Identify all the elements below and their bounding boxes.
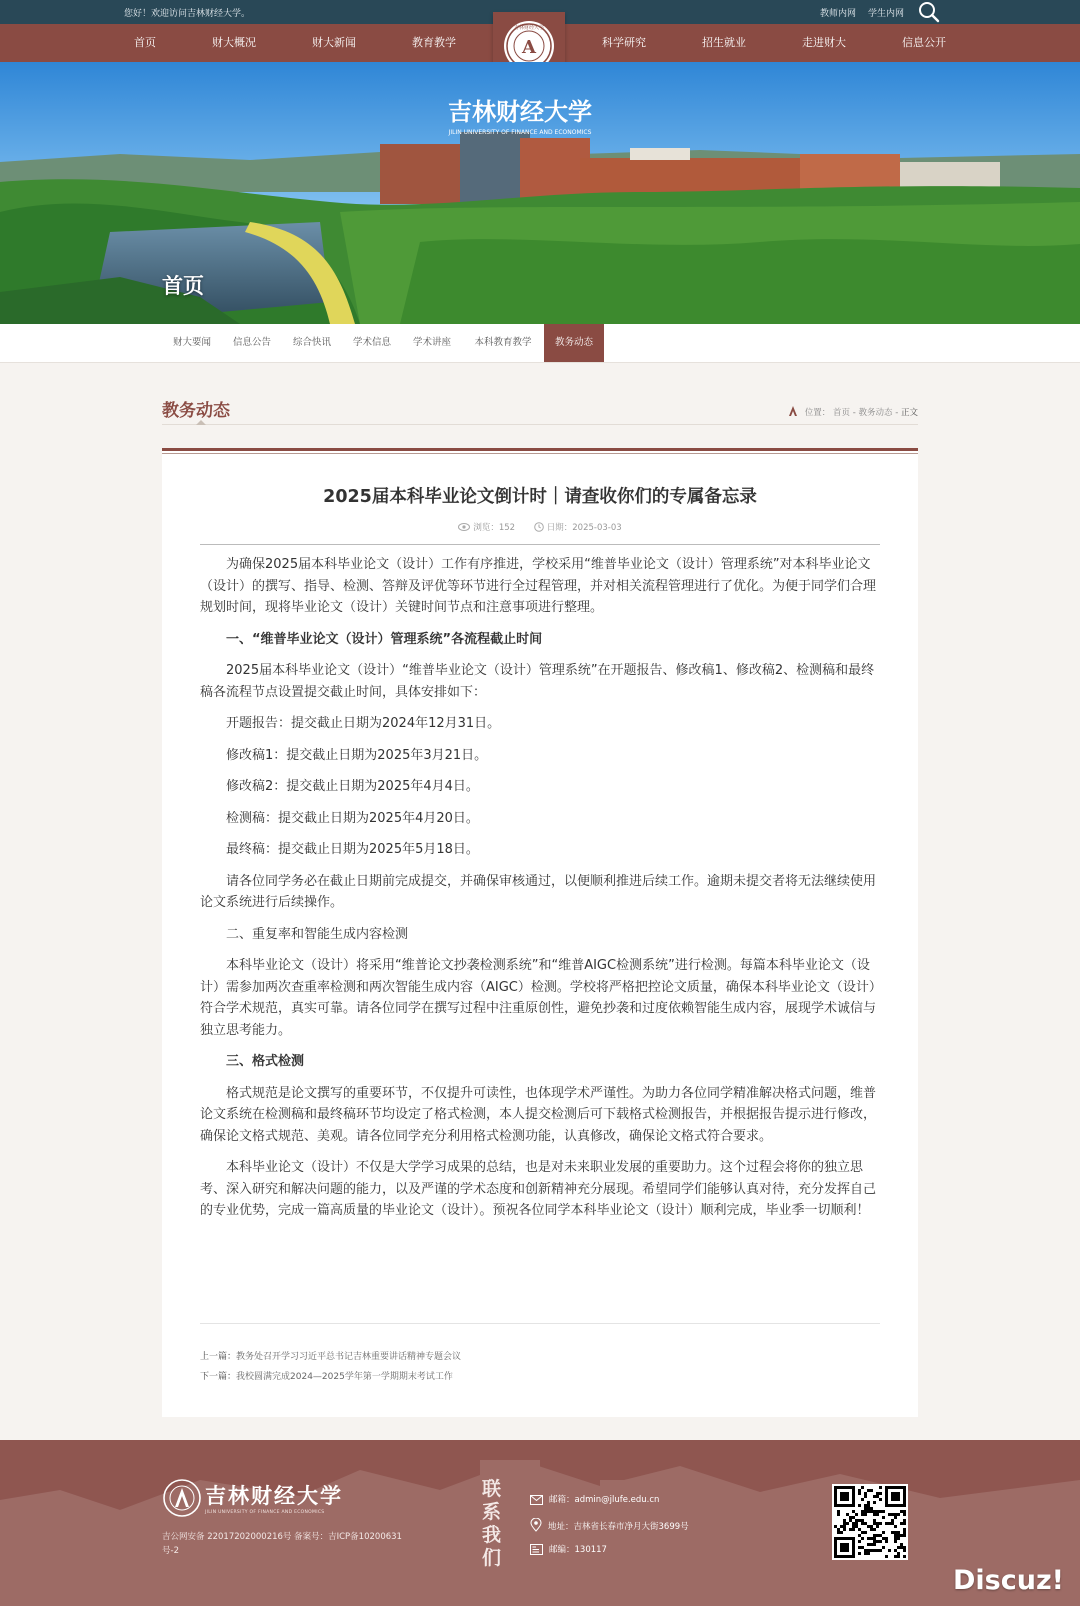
- prev-article: [200, 1349, 461, 1362]
- hero-banner: [0, 62, 1080, 324]
- breadcrumb-prefix: 位置：: [804, 408, 831, 418]
- emblem-ring-text: 吉林财经大学: [513, 25, 545, 31]
- article-paragraph: 格式规范是论文撰写的重要环节，不仅提升可读性，也体现学术严谨性。为助力各位同学精准解决格式问题，维普论文系统在检测稿和最终稿环节均设定了格式检测，本人提交检测后可下载格式检测报告，并根据报告提示进行修改，确保论文格式规范、美观。请各位同学充分利用格式检测功能，认真修改，确保论文格式符合要求。: [200, 1085, 877, 1144]
- footer-emblem-icon[interactable]: [162, 1478, 202, 1518]
- section-arrow: [196, 420, 206, 425]
- article-card: [162, 448, 918, 1417]
- article-paragraph: 最终稿：提交截止日期为2025年5月18日。: [226, 842, 479, 857]
- footer-logo-sub: JILIN UNIVERSITY OF FINANCE AND ECONOMICS: [205, 1510, 325, 1515]
- article-paragraph: 为确保2025届本科毕业论文（设计）工作有序推进，学校采用“维普毕业论文（设计）管理系统”对本科毕业论文（设计）的撰写、指导、检测、答辩及评优等环节进行全过程管理，并对相关流程管理进行了优化。为便于同学们合理规划时间，现将毕业论文（设计）关键时间节点和注意事项进行整理。: [200, 557, 877, 615]
- forum-watermark: Discuz!: [953, 1565, 1064, 1596]
- article-body: [200, 554, 882, 1232]
- contact-address: [530, 1518, 689, 1532]
- article-paragraph: 2025届本科毕业论文（设计）“维普毕业论文（设计）管理系统”在开题报告、修改稿1、修改稿2、检测稿和最终稿各流程节点设置提交截止时间，具体安排如下：: [200, 663, 875, 700]
- article-heading: 二、重复率和智能生成内容检测: [226, 926, 409, 942]
- location-icon: [788, 406, 798, 416]
- site-footer: [0, 1440, 1080, 1606]
- title-divider: [200, 544, 880, 545]
- article-paragraph: 本科毕业论文（设计）不仅是大学学习成果的总结，也是对未来职业发展的重要助力。这个过程会将你的独立思考、深入研究和解决问题的能力，以及严谨的学术态度和创新精神充分展现。希望同学们能够认真对待，充分发挥自己的专业优势，完成一篇高质量的毕业论文（设计）。预祝各位同学本科毕业论文（设计）顺利完成，毕业季一切顺利！: [200, 1160, 877, 1218]
- article-paragraph: 检测稿：提交截止日期为2025年4月20日。: [226, 810, 479, 826]
- nav-item-research[interactable]: 科学研究: [602, 36, 646, 49]
- contact-title: 联系我们: [482, 1478, 502, 1569]
- location-pin-icon: [530, 1518, 542, 1532]
- nav-item-overview[interactable]: 财大概况: [212, 36, 256, 49]
- article-paragraph: 修改稿1：提交截止日期为2025年3月21日。: [226, 747, 488, 763]
- breadcrumb-current: 正文: [900, 408, 918, 418]
- eye-icon: [458, 522, 470, 532]
- article-title: 2025届本科毕业论文倒计时｜请查收你们的专属备忘录: [323, 487, 757, 507]
- sub-item-lectures[interactable]: 学术讲座: [412, 337, 451, 348]
- postcode-icon: [530, 1544, 543, 1555]
- sub-item-academic-info[interactable]: 学术信息: [352, 337, 391, 348]
- search-icon[interactable]: [918, 1, 940, 23]
- student-intranet-link[interactable]: 学生内网: [868, 9, 905, 19]
- sub-item-academic-affairs[interactable]: 教务动态: [544, 324, 604, 362]
- sub-item-major-news[interactable]: 财大要闻: [172, 337, 211, 348]
- footer-logo-text: 吉林财经大学: [205, 1483, 343, 1508]
- icp-record: 吉公网安备 22017202000216号 备案号：吉ICP备10200631号-2: [162, 1532, 402, 1556]
- nav-item-news[interactable]: 财大新闻: [312, 36, 356, 49]
- mail-icon: [530, 1495, 543, 1505]
- teacher-intranet-link[interactable]: 教师内网: [820, 9, 857, 19]
- sub-nav: [0, 324, 1080, 363]
- sub-item-undergrad-education[interactable]: 本科教育教学: [474, 337, 532, 348]
- contact-postcode-text: 邮编：130117: [549, 1545, 607, 1555]
- banner-logo-text: 吉林财经大学: [448, 97, 592, 126]
- emblem-center-mark: A: [522, 37, 536, 58]
- nav-item-admissions[interactable]: 招生就业: [702, 36, 746, 49]
- breadcrumb-section[interactable]: 教务动态: [858, 408, 893, 418]
- prev-article-link[interactable]: 教务处召开学习习近平总书记吉林重要讲话精神专题会议: [236, 1352, 462, 1362]
- nav-item-education[interactable]: 教育教学: [412, 36, 456, 49]
- article-paragraph: 修改稿2：提交截止日期为2025年4月4日。: [226, 779, 479, 794]
- banner-title: 首页: [162, 273, 204, 298]
- article-paragraph: 本科毕业论文（设计）将采用“维普论文抄袭检测系统”和“维普AIGC检测系统”进行检测。每篇本科毕业论文（设计）需参加两次查重率检测和两次智能生成内容（AIGC）检测。学校将严格把控论文质量，确保本科毕业论文（设计）符合学术规范，真实可靠。请各位同学在撰写过程中注重原创性，避免抄袭和过度依赖智能生成内容，展现学术诚信与独立思考能力。: [200, 958, 882, 1038]
- sub-item-announcements[interactable]: 信息公告: [232, 337, 271, 348]
- view-count: 浏览：152: [473, 523, 516, 533]
- section-title: 教务动态: [162, 401, 230, 421]
- publish-date: 日期：2025-03-03: [546, 523, 622, 533]
- article-heading: 一、“维普毕业论文（设计）管理系统”各流程截止时间: [226, 631, 543, 647]
- contact-address-text: 地址：吉林省长春市净月大街3699号: [548, 1522, 689, 1532]
- nav-item-disclosure[interactable]: 信息公开: [902, 36, 946, 49]
- clock-icon: [534, 522, 544, 532]
- article-paragraph: 请各位同学务必在截止日期前完成提交，并确保审核通过，以便顺利推进后续工作。逾期未提交者将无法继续使用论文系统进行后续操作。: [200, 873, 877, 910]
- qr-code: [832, 1484, 908, 1560]
- breadcrumb-home[interactable]: 首页: [832, 408, 850, 418]
- contact-email: [530, 1493, 659, 1505]
- contact-email-text: 邮箱：admin@jlufe.edu.cn: [549, 1495, 660, 1505]
- next-label: 下一篇：: [200, 1372, 237, 1382]
- contact-postcode: [530, 1543, 607, 1555]
- section-header: [162, 392, 918, 425]
- next-article-link[interactable]: 我校圆满完成2024—2025学年第一学期期末考试工作: [236, 1372, 453, 1382]
- welcome-text: 您好！欢迎访问吉林财经大学。: [124, 9, 251, 19]
- prev-label: 上一篇：: [200, 1352, 237, 1362]
- breadcrumb: 位置： 首页 - 教务动态 - 正文: [788, 406, 918, 418]
- article-paragraph: 开题报告：提交截止日期为2024年12月31日。: [226, 716, 501, 731]
- banner-logo-sub: JILIN UNIVERSITY OF FINANCE AND ECONOMICS: [448, 129, 592, 136]
- footer-divider: [200, 1323, 880, 1324]
- article-meta: [162, 521, 918, 533]
- sub-item-briefs[interactable]: 综合快讯: [292, 337, 331, 348]
- article-heading: 三、格式检测: [226, 1054, 305, 1069]
- nav-item-home[interactable]: 首页: [134, 36, 156, 49]
- next-article: [200, 1369, 453, 1382]
- nav-item-about[interactable]: 走进财大: [802, 36, 846, 49]
